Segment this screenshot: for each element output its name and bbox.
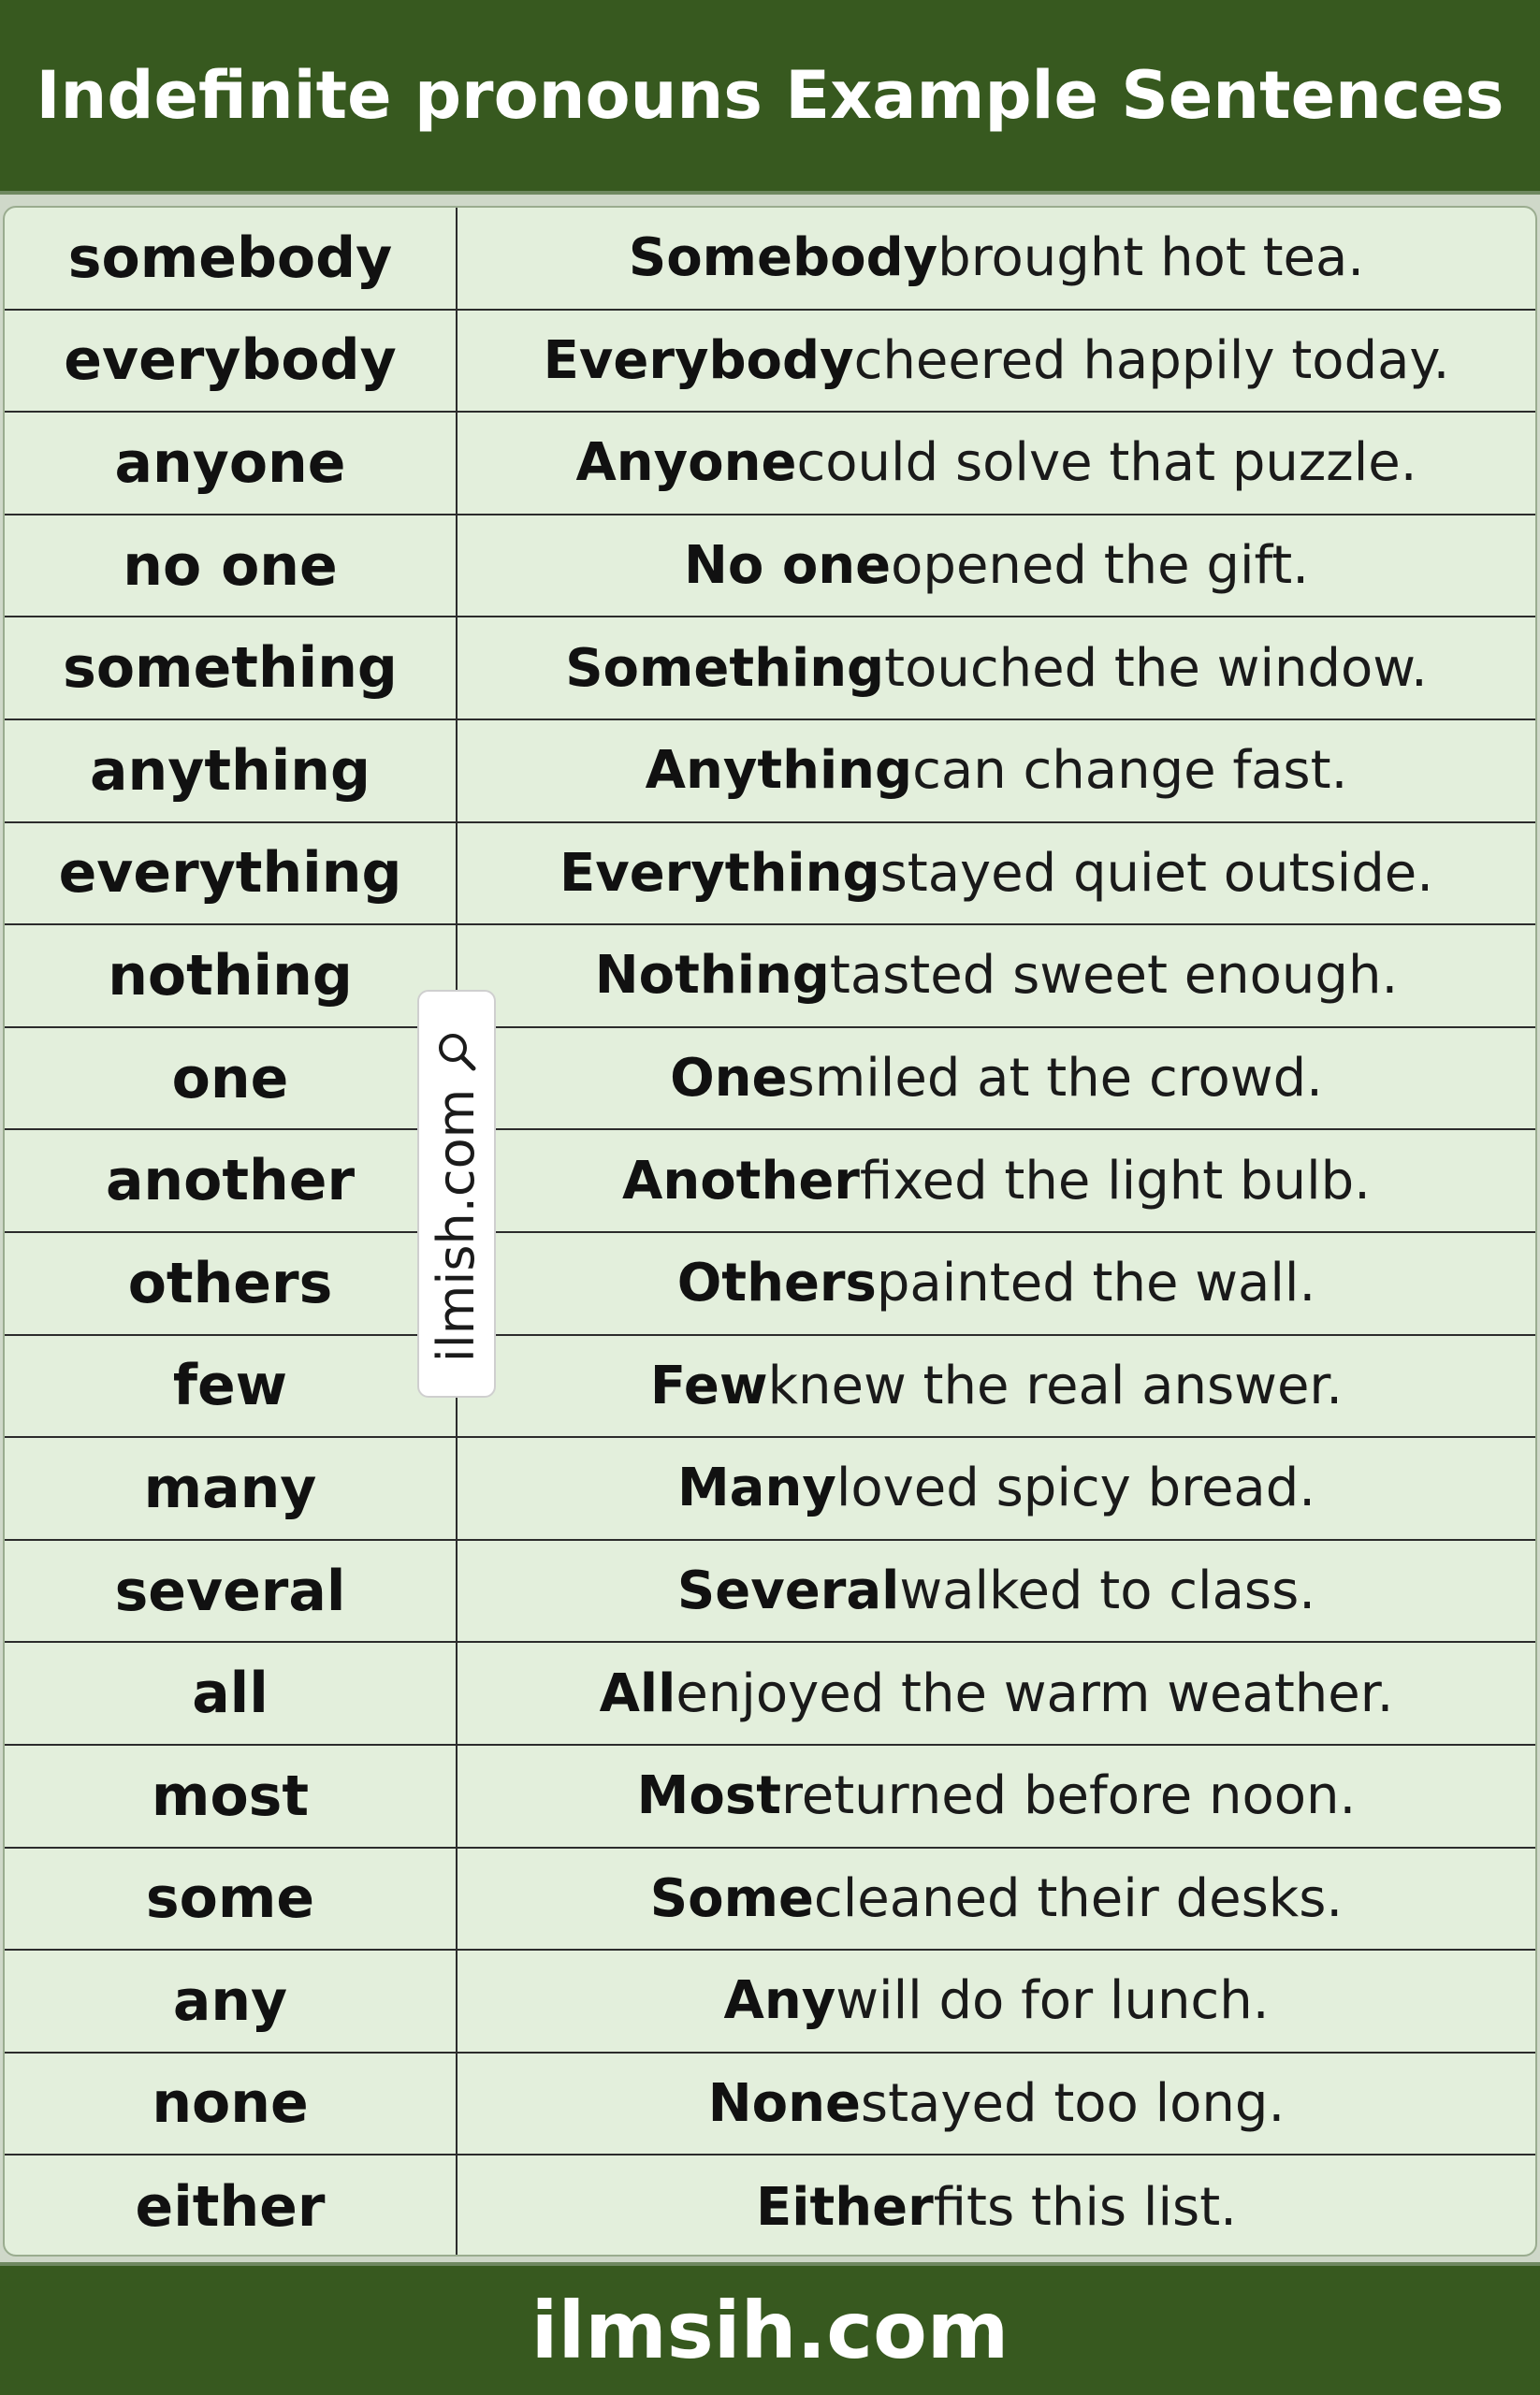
sentence-bold: Some [649,1867,814,1929]
pronoun-cell: some [5,1849,458,1950]
sentence-cell [458,1849,1535,1950]
sentence-bold: None [707,2072,861,2134]
sentence-rest: loved spicy bread. [835,1458,1316,1519]
sentence-cell [458,1438,1535,1539]
sentence-rest: walked to class. [899,1560,1316,1622]
sentence-bold: Any [723,1970,836,2032]
sentence-cell [458,413,1535,514]
pronoun-cell: no one [5,515,458,617]
table-row [5,413,1535,515]
sentence-cell [458,515,1535,617]
table-row [5,311,1535,414]
sentence-bold: Many [676,1458,836,1519]
sentence-cell [458,1643,1535,1744]
sentence-cell [458,1746,1535,1847]
table-row [5,720,1535,823]
table-row [5,208,1535,311]
sentence-rest: opened the gift. [891,535,1309,597]
table-row [5,1028,1535,1131]
sentence-cell [458,925,1535,1026]
sentence-bold: No one [683,535,892,597]
table-row [5,1233,1535,1336]
sentence-rest: brought hot tea. [937,227,1365,289]
table-row [5,1336,1535,1439]
table-row [5,2156,1535,2257]
sentence-cell [458,1233,1535,1334]
sentence-cell [458,1951,1535,2052]
table-row [5,1541,1535,1644]
sentence-rest: touched the window. [884,637,1428,699]
sentence-cell [458,2054,1535,2155]
sentence-rest: fits this list. [933,2176,1237,2238]
pronoun-cell: everything [5,823,458,924]
sentence-cell [458,2156,1535,2257]
sentence-bold: All [599,1662,676,1724]
sentence-bold: One [670,1048,788,1110]
pronoun-cell: one [5,1028,458,1129]
pronoun-cell: few [5,1336,458,1437]
sentence-rest: could solve that puzzle. [796,432,1417,494]
table-row [5,515,1535,618]
pronoun-cell: something [5,617,458,718]
sentence-bold: Few [649,1355,768,1416]
sentence-cell [458,1336,1535,1437]
pronoun-cell: others [5,1233,458,1334]
sentence-bold: Several [676,1560,900,1622]
table-row [5,2054,1535,2156]
sentence-bold: Others [676,1253,877,1314]
pronoun-cell: many [5,1438,458,1539]
table-row [5,823,1535,926]
sentence-rest: returned before noon. [780,1765,1357,1827]
table-row [5,1130,1535,1233]
footer-banner [0,2262,1540,2395]
sentence-rest: knew the real answer. [767,1355,1344,1416]
sentence-bold: Most [636,1765,781,1827]
pronoun-cell: all [5,1643,458,1744]
sentence-bold: Somebody [628,227,938,289]
sentence-bold: Anything [645,740,913,802]
table-row [5,925,1535,1028]
watermark-badge [417,990,496,1398]
sentence-cell [458,1130,1535,1231]
sentence-rest: cleaned their desks. [813,1867,1344,1929]
sentence-bold: Another [622,1150,860,1212]
sentence-rest: tasted sweet enough. [829,945,1399,1007]
pronoun-cell: several [5,1541,458,1642]
table-row [5,1643,1535,1746]
watermark-content [417,997,496,1390]
sentence-bold: Nothing [594,945,830,1007]
pronoun-table [3,206,1537,2257]
watermark-text: ilmish.com [427,1088,486,1363]
sentence-cell [458,208,1535,309]
pronoun-cell: anyone [5,413,458,514]
sentence-rest: fixed the light bulb. [859,1150,1371,1212]
header-banner [0,0,1540,195]
sentence-rest: can change fast. [912,740,1348,802]
sentence-bold: Everybody [543,329,854,391]
sentence-bold: Either [756,2176,934,2238]
search-icon [430,1025,483,1078]
pronoun-cell: anything [5,720,458,821]
table-row [5,1951,1535,2054]
sentence-cell [458,311,1535,412]
sentence-cell [458,1541,1535,1642]
table-row [5,1849,1535,1952]
sentence-rest: will do for lunch. [835,1970,1270,2032]
sentence-cell [458,617,1535,718]
sentence-rest: stayed quiet outside. [879,842,1434,904]
pronoun-cell: somebody [5,208,458,309]
table-row [5,1746,1535,1849]
sentence-cell [458,1028,1535,1129]
table-row [5,1438,1535,1541]
pronoun-cell: everybody [5,311,458,412]
sentence-rest: stayed too long. [860,2072,1286,2134]
pronoun-cell: none [5,2054,458,2155]
sentence-cell [458,823,1535,924]
footer-site-name: ilmsih.com [530,2285,1010,2376]
sentence-rest: smiled at the crowd. [787,1048,1323,1110]
sentence-rest: painted the wall. [876,1253,1316,1314]
pronoun-cell: nothing [5,925,458,1026]
sentence-rest: enjoyed the warm weather. [676,1662,1394,1724]
sentence-bold: Something [565,637,885,699]
sentence-bold: Everything [559,842,880,904]
page-title: Indefinite pronouns Example Sentences [36,57,1504,134]
sentence-cell [458,720,1535,821]
sentence-rest: cheered happily today. [853,329,1450,391]
pronoun-cell: most [5,1746,458,1847]
pronoun-cell: another [5,1130,458,1231]
sentence-bold: Anyone [575,432,797,494]
table-row [5,617,1535,720]
pronoun-cell: either [5,2156,458,2257]
pronoun-cell: any [5,1951,458,2052]
